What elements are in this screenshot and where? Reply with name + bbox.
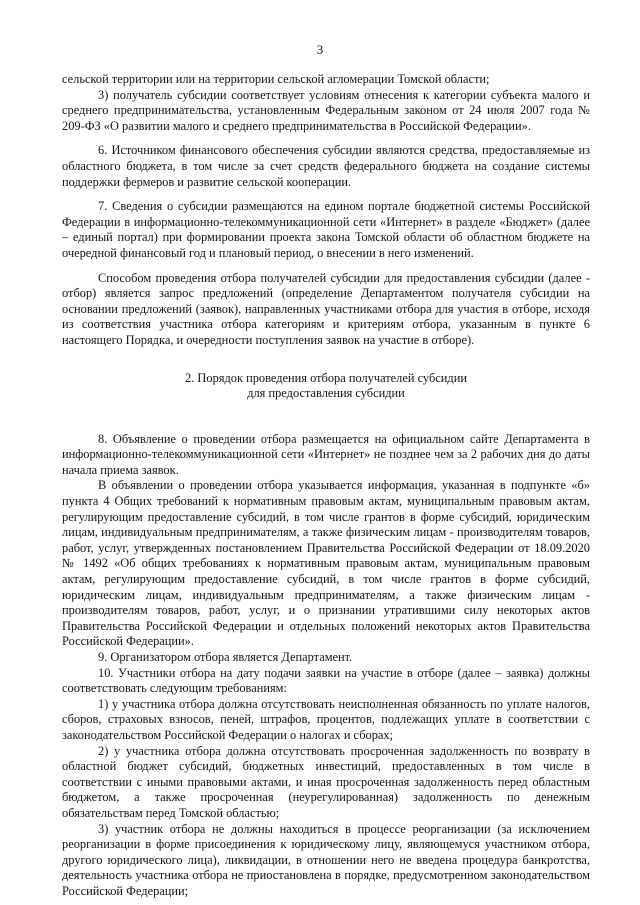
paragraph: 9. Организатором отбора является Департамент. — [98, 650, 353, 664]
section-heading — [62, 371, 590, 402]
section-heading-line: 2. Порядок проведения отбора получателей субсидии — [185, 370, 467, 385]
paragraph: 3) получатель субсидии соответствует условиям отнесения к категории субъекта малого и среднего предпринимательства, установленным Федеральным законом от 24 июля 2007 года № 209-ФЗ «О развитии малого и среднего предпринимательства в Российской Федерации». — [62, 87, 590, 133]
page-number: 3 — [316, 42, 324, 57]
paragraph: Способом проведения отбора получателей субсидии для предоставления субсидии (далее - отбор) является запрос предложений (определение Департаментом получателя субсидии на основании предложений (заявок), направленных участниками отбора для участия в отборе, исходя из соответствия участника отбора категориям и критериям отбора, указанным в пункте 6 настоящего Порядка, и очередности поступления заявок на участие в отборе). — [62, 270, 590, 347]
paragraph: В объявлении о проведении отбора указывается информация, указанная в подпункте «б» пункта 4 Общих требований к нормативным правовым актам, муниципальным правовым актам, регулирующим предоставление субсидий, в том числе грантов в форме субсидий, юридическим лицам, индивидуальным предпринимателям, а также физическим лицам - производителям товаров, работ, услуг, утвержденных постановлением Правительства Российской Федерации от 18.09.2020 № 1492 «Об общих требованиях к нормативным правовым актам, муниципальным правовым актам, регулирующим предоставление субсидий, в том числе грантов в форме субсидий, юридическим лицам, индивидуальным предпринимателям, а также физическим лицам - производителям товаров, работ, услуг, и о признании утратившими силу некоторых актов Правительства Российской Федерации и отдельных положений некоторых актов Правительства Российской Федерации». — [62, 478, 590, 649]
paragraph: сельской территории или на территории сельской агломерации Томской области; — [62, 72, 490, 86]
paragraph: 2) у участника отбора должна отсутствовать просроченная задолженность по возврату в областной бюджет субсидий, бюджетных инвестиций, предоставленных в том числе в соответствии с иными правовыми актами, и иная просроченная задолженность перед областным бюджетом, а также просроченная (неурегулированная) задолженность по денежным обязательствам перед Томской областью; — [62, 743, 590, 820]
paragraph: 10. Участники отбора на дату подачи заявки на участие в отборе (далее – заявка) должны соответствовать следующим требованиям: — [62, 665, 590, 696]
section-heading-line: для предоставления субсидии — [247, 386, 405, 401]
paragraph: 8. Объявление о проведении отбора размещается на официальном сайте Департамента в информационно-телекоммуникационной сети «Интернет» не позднее чем за 2 рабочих дня до даты начала приема заявок. — [62, 431, 590, 477]
paragraph: 1) у участника отбора должна отсутствовать неисполненная обязанность по уплате налогов, сборов, страховых взносов, пеней, штрафов, процентов, подлежащих уплате в соответствии с законодательством Российской Федерации о налогах и сборах; — [62, 696, 590, 742]
document-body — [62, 72, 590, 900]
paragraph: 6. Источником финансового обеспечения субсидии являются средства, предоставляемые из областного бюджета, в том числе за счет средств федерального бюджета на создание системы поддержки фермеров и развитие сельской кооперации. — [62, 143, 590, 189]
paragraph: 3) участник отбора не должны находиться в процессе реорганизации (за исключением реорганизации в форме присоединения к юридическому лицу, являющемуся участником отбора, другого юридического лица), ликвидации, в отношении него не введена процедура банкротства, деятельность участника отбора не приостановлена в порядке, предусмотренном законодательством Российской Федерации; — [62, 821, 590, 898]
paragraph: 7. Сведения о субсидии размещаются на едином портале бюджетной системы Российской Федерации в информационно-телекоммуникационной сети «Интернет» в разделе «Бюджет» (далее – единый портал) при формировании проекта закона Томской области об областном бюджете на очередной финансовый год и плановый период, о внесении в него изменений. — [62, 199, 590, 260]
